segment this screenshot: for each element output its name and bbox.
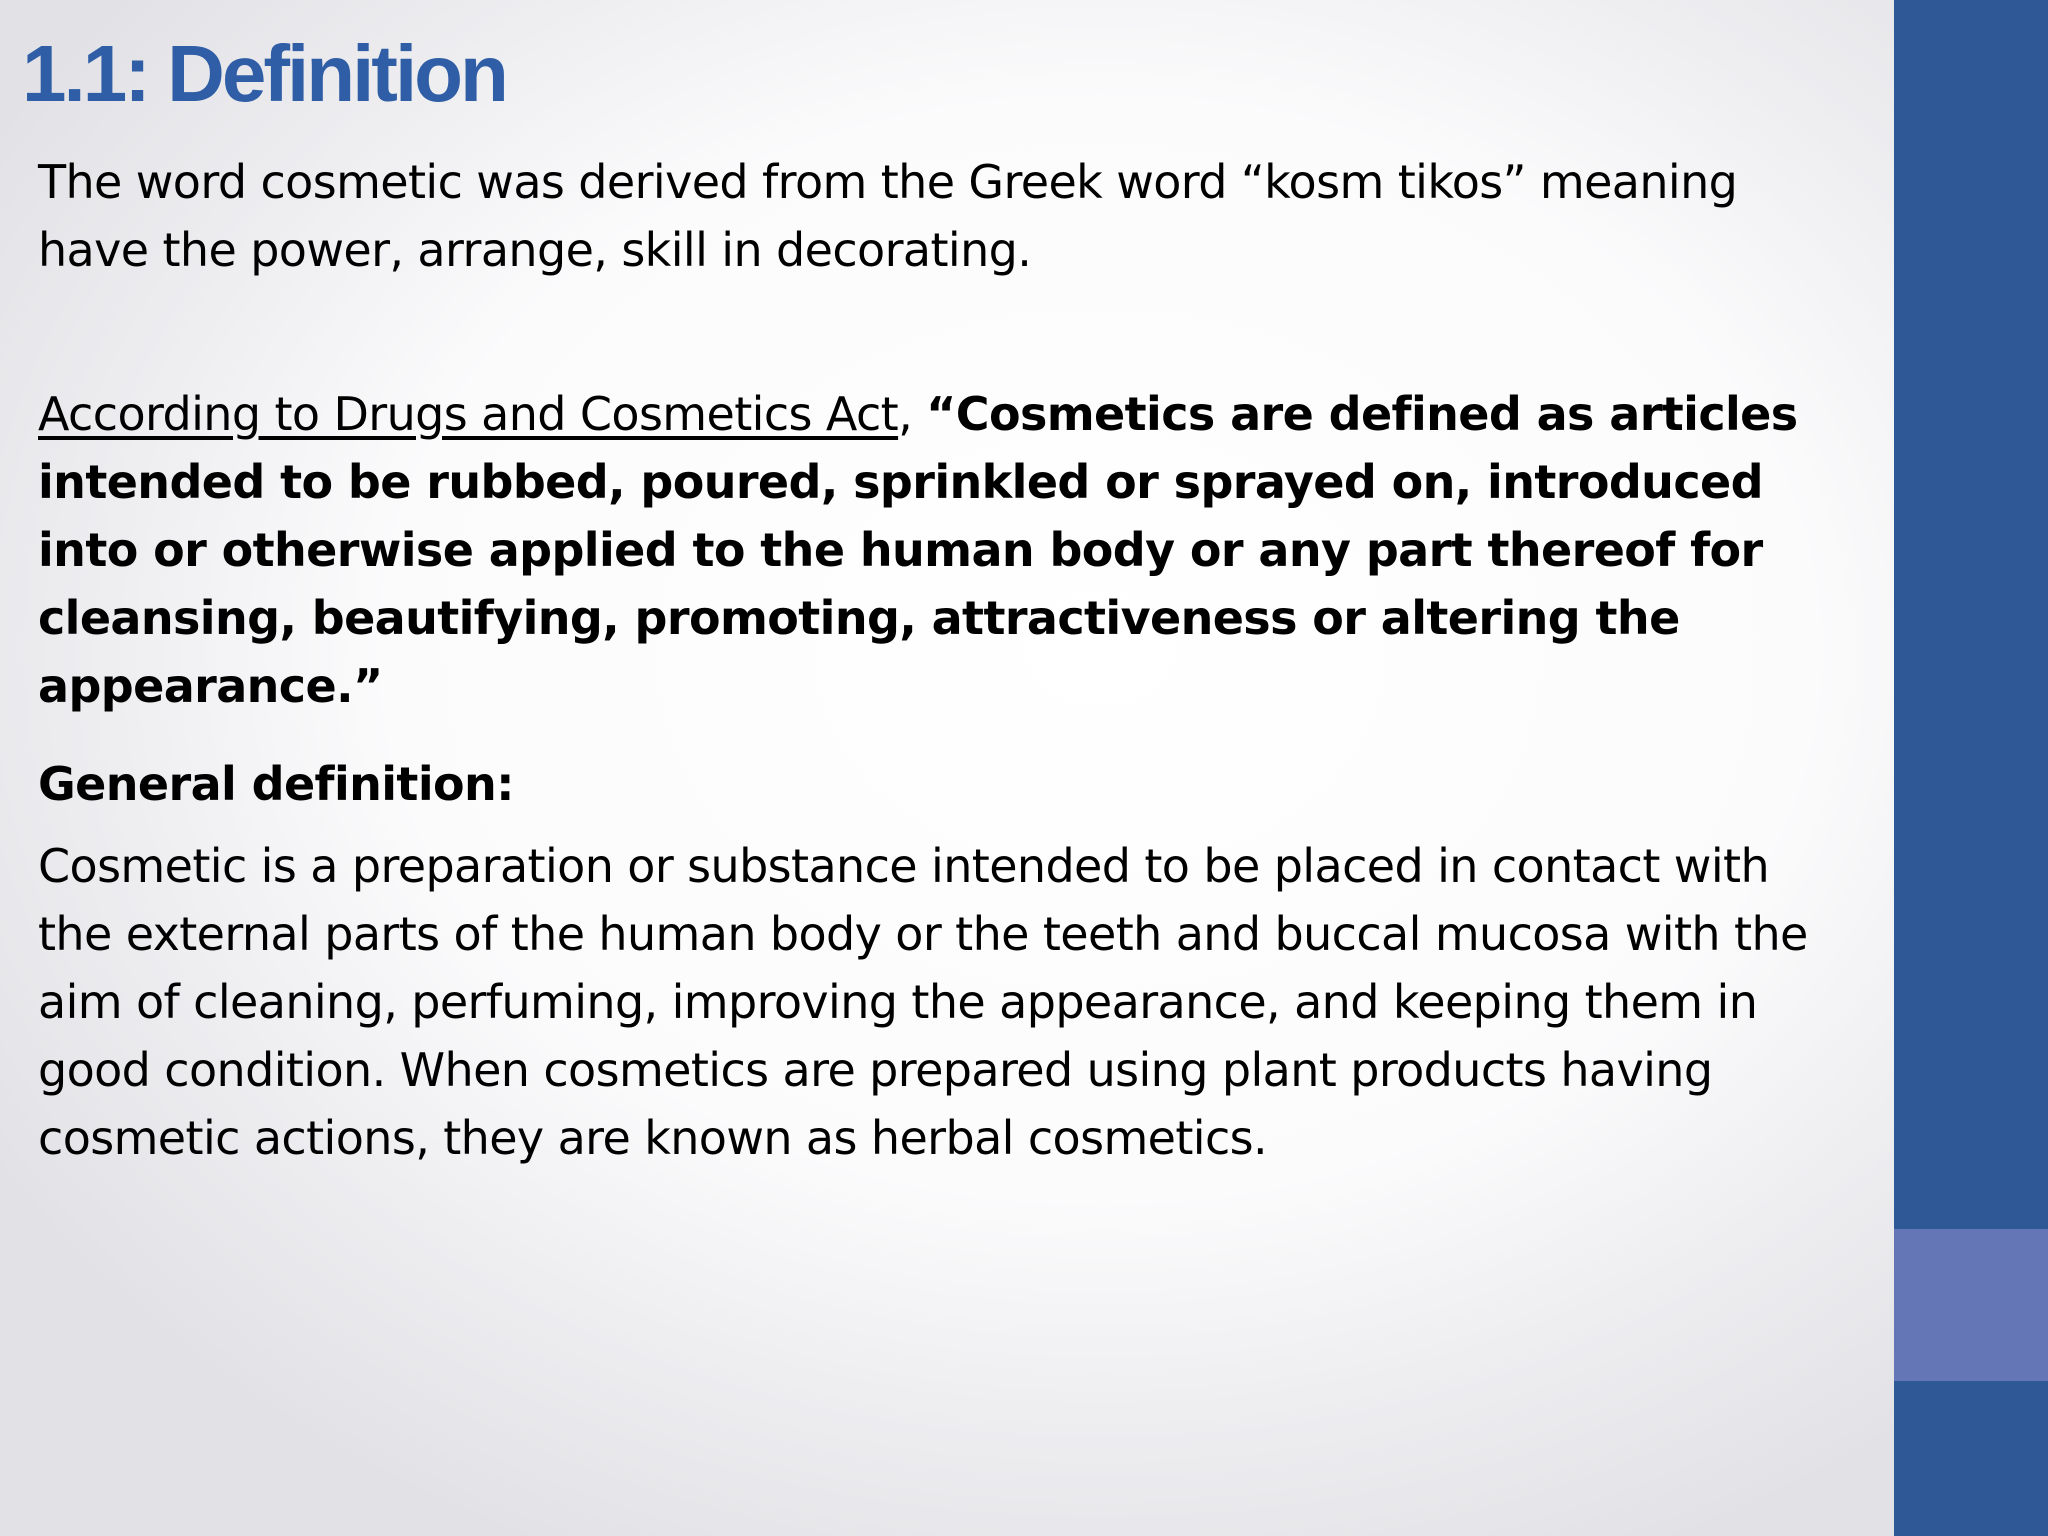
side-decoration-accent (1894, 1229, 2048, 1381)
act-quote: “Cosmetics are defined as articles intended to be rubbed, poured, sprinkled or sprayed on, introduced into or otherwise applied to the human body or any part thereof for cleansing, beautifying, promoting, attractiveness or altering the appearance.” (38, 387, 1798, 713)
general-definition-heading: General definition: (38, 757, 514, 811)
act-definition-paragraph (38, 380, 1848, 720)
slide-title: 1.1: Definition (22, 29, 506, 118)
act-source-label: According to Drugs and Cosmetics Act (38, 387, 899, 441)
act-separator: , (898, 387, 927, 441)
general-definition-paragraph: Cosmetic is a preparation or substance intended to be placed in contact with the external parts of the human body or the teeth and buccal mucosa with the aim of cleaning, perfuming, improving the appearance, and keeping them in good condition. When cosmetics are prepared using plant products having cosmetic actions, they are known as herbal cosmetics. (38, 839, 1808, 1165)
intro-paragraph: The word cosmetic was derived from the Greek word “kosm tikos” meaning have the power, arrange, skill in decorating. (38, 155, 1738, 277)
